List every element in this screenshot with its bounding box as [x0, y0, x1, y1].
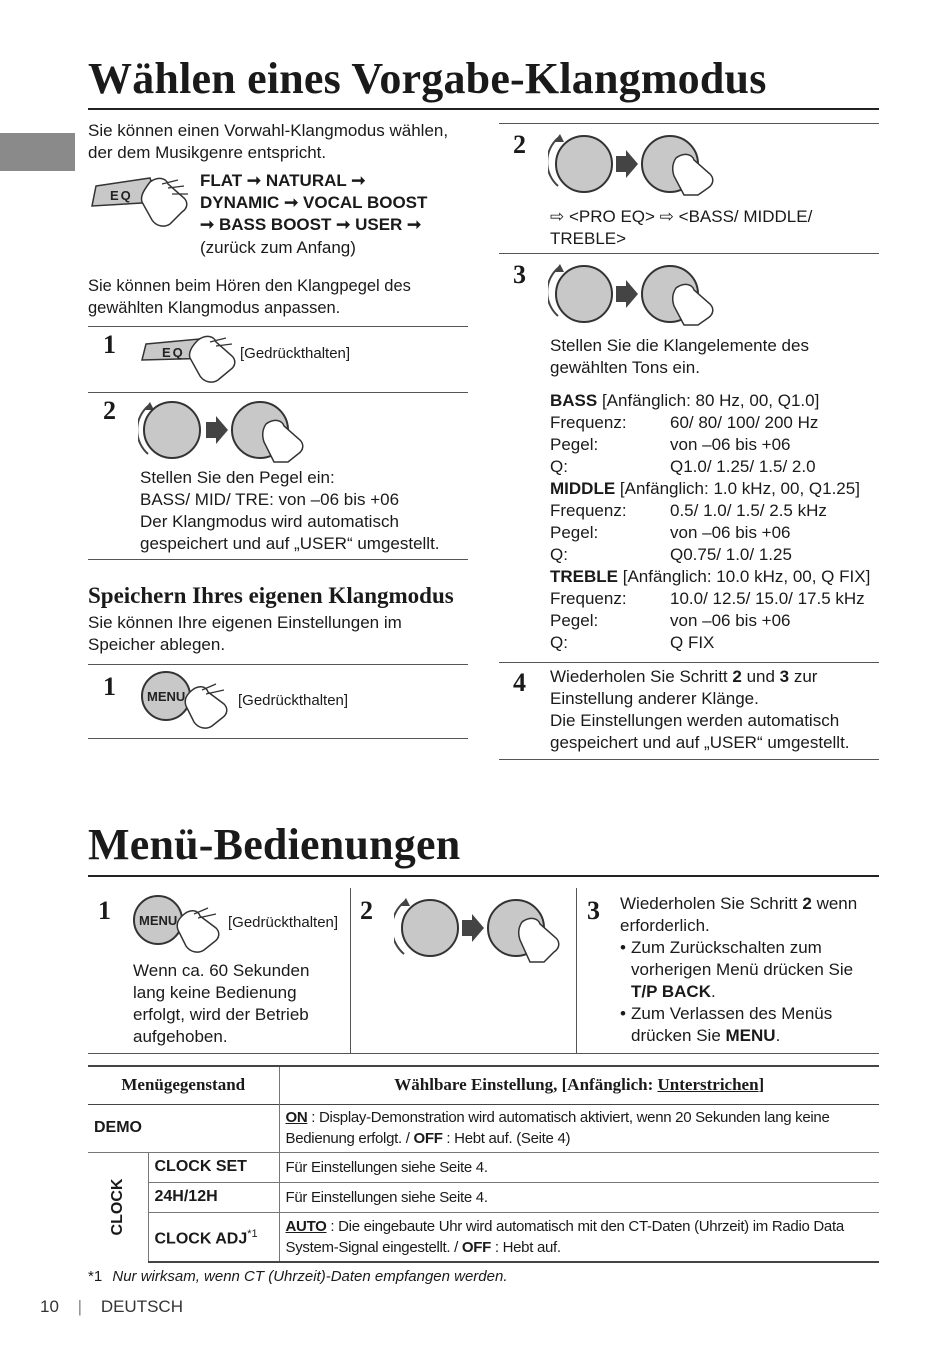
title-rule — [88, 108, 879, 110]
svg-text:EQ: EQ — [110, 188, 133, 203]
table-row: CLOCK ADJ$^{*1}$ AUTO : Die eingebaute Uhr wird automatisch mit den CT-Daten (Uhrzeit) im Radio Data System-Signal eingestellt. / OFF : Hebt auf. — [88, 1212, 879, 1262]
footnote: *1 Nur wirksam, wenn CT (Uhrzeit)-Daten empfangen werden. — [88, 1268, 508, 1285]
knob-turn-press-illustration — [138, 396, 318, 464]
eq-sequence-back: (zurück zum Anfang) — [200, 238, 356, 257]
step-number: 2 — [103, 396, 116, 425]
hold-label: [Gedrückthalten] — [238, 692, 349, 709]
section-title-menu: Menü-Bedienungen — [88, 820, 461, 869]
menu-step1-text: Wenn ca. 60 Sekunden lang keine Bedienung erfolgt, wird der Betrieb aufgehoben. — [133, 961, 310, 1046]
table-row: DEMO ON : Display-Demonstration wird automatisch aktiviert, wenn 20 Sekunden lang keine Bedienung erfolgt. / OFF : Hebt auf. (Seite 4) — [88, 1104, 879, 1152]
section-title-sound-mode: Wählen eines Vorgabe-Klangmodus — [88, 54, 767, 103]
knob-turn-press-illustration — [548, 128, 728, 196]
adjust-text: Sie können beim Hören den Klangpegel des gewählten Klangmodus anpassen. — [88, 277, 411, 317]
sound-element-specs: BASS [Anfänglich: 80 Hz, 00, Q1.0] Frequenz: 60/ 80/ 100/ 200 Hz Pegel: von –06 bis +06 Q: Q1.0/ 1.25/ 1.5/ 2.0 MIDDLE [Anfänglich: 1.0 kHz, 00, Q1.25] Frequenz: 0.5/ 1.0/ 1.5/ 2.5 kHz Pegel: von –06 bis +06 Q: Q0.75/ 1.0/ 1.25 TREBLE [Anfänglich: 10.0 kHz, 00, Q FIX] Frequenz: 10.0/ 12.5/ 15.0/ 17.5 kHz Pegel: von –06 bis +06 Q: Q FIX — [550, 390, 880, 654]
clock-group-label: CLOCK — [88, 1152, 148, 1262]
hold-label: [Gedrückthalten] — [240, 345, 351, 362]
menu-settings-table — [88, 1065, 879, 1263]
step-number: 2 — [360, 896, 373, 925]
table-row: CLOCK CLOCK SET Für Einstellungen siehe Seite 4. — [88, 1152, 879, 1182]
menu-hold-illustration — [140, 670, 240, 730]
treble-heading: TREBLE [Anfänglich: 10.0 kHz, 00, Q FIX] — [550, 567, 871, 586]
step2-menu-path: ⇨ <PRO EQ> ⇨ <BASS/ MIDDLE/ TREBLE> — [550, 207, 813, 248]
svg-text:MENU: MENU — [147, 689, 186, 704]
hold-label: [Gedrückthalten] — [228, 914, 339, 931]
intro-text: Sie können einen Vorwahl-Klangmodus wählen, der dem Musikgenre entspricht. — [88, 121, 449, 162]
page-number: 10 — [40, 1297, 59, 1316]
section-tab-marker — [0, 133, 75, 171]
step-number: 3 — [587, 896, 600, 925]
save-text: Sie können Ihre eigenen Einstellungen im Speicher ablegen. — [88, 613, 402, 654]
table-header-setting: Wählbare Einstellung, [Anfänglich: Unterstrichen] — [279, 1066, 879, 1104]
step-number: 1 — [103, 672, 116, 701]
knob-turn-press-illustration — [548, 258, 728, 326]
language-label: DEUTSCH — [100, 1297, 183, 1316]
step3-text: Stellen Sie die Klangelemente des gewählten Tons ein. — [550, 336, 809, 377]
step2-text: Stellen Sie den Pegel ein: BASS/ MID/ TRE: von –06 bis +06 Der Klangmodus wird automatisch gespeichert und auf „USER“ umgestellt. — [140, 468, 440, 553]
menu-hold-illustration — [132, 894, 232, 954]
table-row: 24H/12H Für Einstellungen siehe Seite 4. — [88, 1182, 879, 1212]
eq-button-illustration — [88, 172, 198, 232]
svg-text:EQ: EQ — [162, 345, 185, 360]
title-rule — [88, 875, 879, 877]
eq-hold-illustration — [140, 330, 250, 384]
page-footer: 10 | DEUTSCH — [40, 1297, 183, 1316]
menu-step3-text: Wiederholen Sie Schritt 2 wenn erforderlich. • Zum Zurückschalten zum vorherigen Menü drücken Sie T/P BACK. • Zum Verlassen des Menüs drücken Sie MENU. — [620, 894, 858, 1045]
svg-text:MENU: MENU — [139, 913, 178, 928]
knob-turn-press-illustration — [394, 892, 574, 964]
step4-text: Wiederholen Sie Schritt 2 und 3 zur Einstellung anderer Klänge. Die Einstellungen werden automatisch gespeichert und auf „USER“ umgestellt. — [550, 667, 850, 752]
step-number: 2 — [513, 130, 526, 159]
middle-heading: MIDDLE [Anfänglich: 1.0 kHz, 00, Q1.25] — [550, 479, 860, 498]
save-section-title: Speichern Ihres eigenen Klangmodus — [88, 583, 454, 608]
step-number: 1 — [98, 896, 111, 925]
step-number: 1 — [103, 330, 116, 359]
bass-heading: BASS [Anfänglich: 80 Hz, 00, Q1.0] — [550, 391, 820, 410]
eq-sequence: FLAT ➞ NATURAL ➞ DYNAMIC ➞ VOCAL BOOST ➞ BASS BOOST ➞ USER ➞ — [200, 171, 428, 234]
table-header-item: Menügegenstand — [88, 1066, 279, 1104]
step-number: 4 — [513, 668, 526, 697]
step-number: 3 — [513, 260, 526, 289]
